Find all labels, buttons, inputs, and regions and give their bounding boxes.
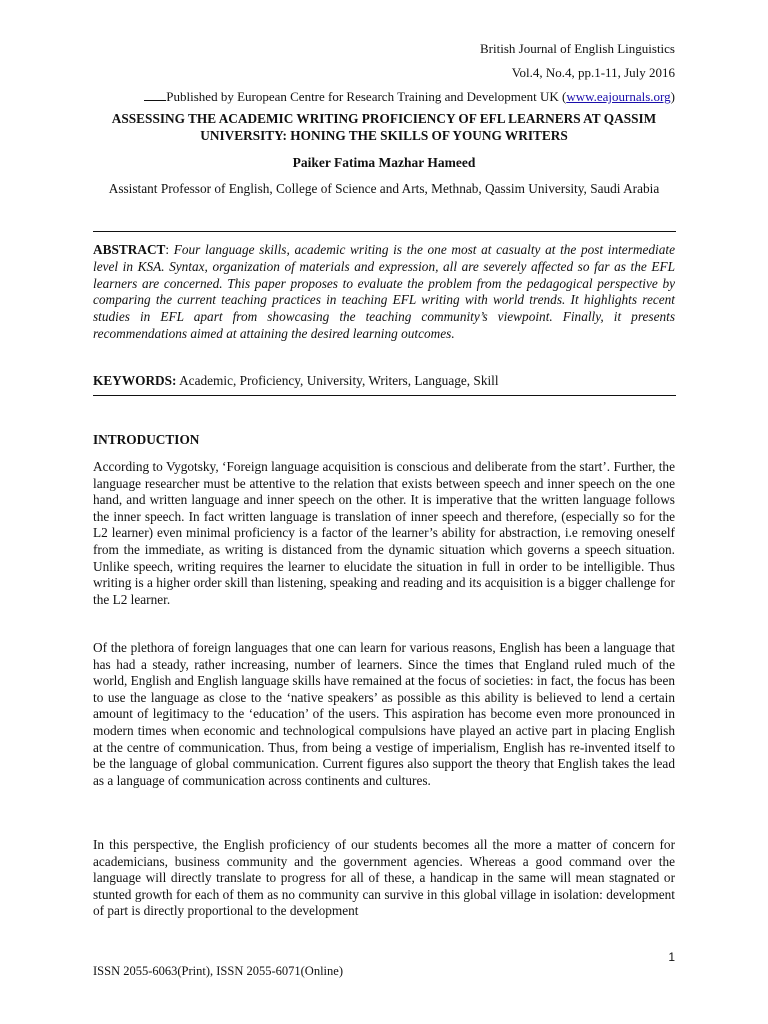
introduction-paragraph-2: Of the plethora of foreign languages that one can learn for various reasons, English has been a language that has had a steady, rather increasing, number of learners. Since the times that England ruled much of the world, English and English language skills have remained at the focus of societies: in fact, the focus has been to use the language as close to the ‘native speakers’ as possible as this ability is believed to lend a certain amount of legitimacy to the ‘education’ of the users. This aspiration has become even more pronounced in modern times when economic and technological compulsions have played an active part in placing English at the centre of communication. Thus, from being a vestige of imperialism, English has re-invented itself to be the language of global communication. Current figures also support the theory that English takes the lead as a language of communication across continents and cultures. xyxy=(93,640,675,788)
introduction-paragraph-3: In this perspective, the English proficiency of our students becomes all the more a matter of concern for academicians, business community and the government agencies. Whereas a good command over the language will directly translate to progress for all of these, a handicap in the same will mean stagnated or stunted growth for each of them as no community can survive in this global village in isolation: development of part is directly proportional to the development xyxy=(93,837,675,919)
publisher-leader-rule xyxy=(144,88,166,101)
keywords-text: Academic, Proficiency, University, Writers, Language, Skill xyxy=(176,373,499,388)
page-number: 1 xyxy=(668,950,675,964)
publisher-text: Published by European Centre for Research Training and Development UK ( xyxy=(166,89,567,104)
abstract-block xyxy=(93,242,675,343)
abstract-separator: : xyxy=(165,242,174,257)
abstract-bottom-rule xyxy=(93,395,676,396)
journal-volume: Vol.4, No.4, pp.1-11, July 2016 xyxy=(511,65,675,80)
introduction-paragraph-1: According to Vygotsky, ‘Foreign language acquisition is conscious and deliberate from the start’. Further, the language researcher must be attentive to the relation that exists between speech and inner speech on the one hand, and written language and inner speech on the other. It is imperative that the written language follows the inner speech. In fact written language is translation of inner speech and therefore, (especially so for the L2 learner) even minimal proficiency is a factor of the learner’s ability for abstraction, i.e removing oneself from the immediate, as writing is distanced from the dynamic situation which governs a speech situation. Unlike speech, writing requires the learner to elucidate the situation in full in order to be intelligible. Thus writing is a higher order skill than listening, speaking and reading and its acquisition is a bigger challenge for the L2 learner. xyxy=(93,459,675,607)
journal-name: British Journal of English Linguistics xyxy=(480,41,675,56)
author-affiliation: Assistant Professor of English, College of Science and Arts, Methnab, Qassim University, Saudi Arabia xyxy=(108,181,660,196)
paper-title: ASSESSING THE ACADEMIC WRITING PROFICIENCY OF EFL LEARNERS AT QASSIM UNIVERSITY: HONING THE SKILLS OF YOUNG WRITERS xyxy=(111,111,657,143)
abstract-text: Four language skills, academic writing is the one most at casualty at the post intermediate level in KSA. Syntax, organization of materials and expression, all are severely affected so far as the EFL learners are concerned. This paper proposes to evaluate the problem from the pedagogical perspective by comparing the current teaching practices in teaching EFL writing with world trends. It highlights recent studies in EFL apart from showcasing the teaching community’s viewpoint. Finally, it presents recommendations aimed at attaining the desired learning outcomes. xyxy=(93,242,675,341)
abstract-label: ABSTRACT xyxy=(93,242,166,257)
abstract-top-rule xyxy=(93,231,676,232)
issn-footer: ISSN 2055-6063(Print), ISSN 2055-6071(Online) xyxy=(93,964,343,978)
introduction-heading: INTRODUCTION xyxy=(93,432,200,447)
publisher-suffix: ) xyxy=(670,89,675,104)
keywords-label: KEYWORDS: xyxy=(93,373,177,388)
publisher-line xyxy=(144,88,675,105)
keywords-line xyxy=(93,372,675,389)
publisher-link[interactable]: www.eajournals.org xyxy=(566,89,671,104)
paper-author: Paiker Fatima Mazhar Hameed xyxy=(292,155,476,170)
